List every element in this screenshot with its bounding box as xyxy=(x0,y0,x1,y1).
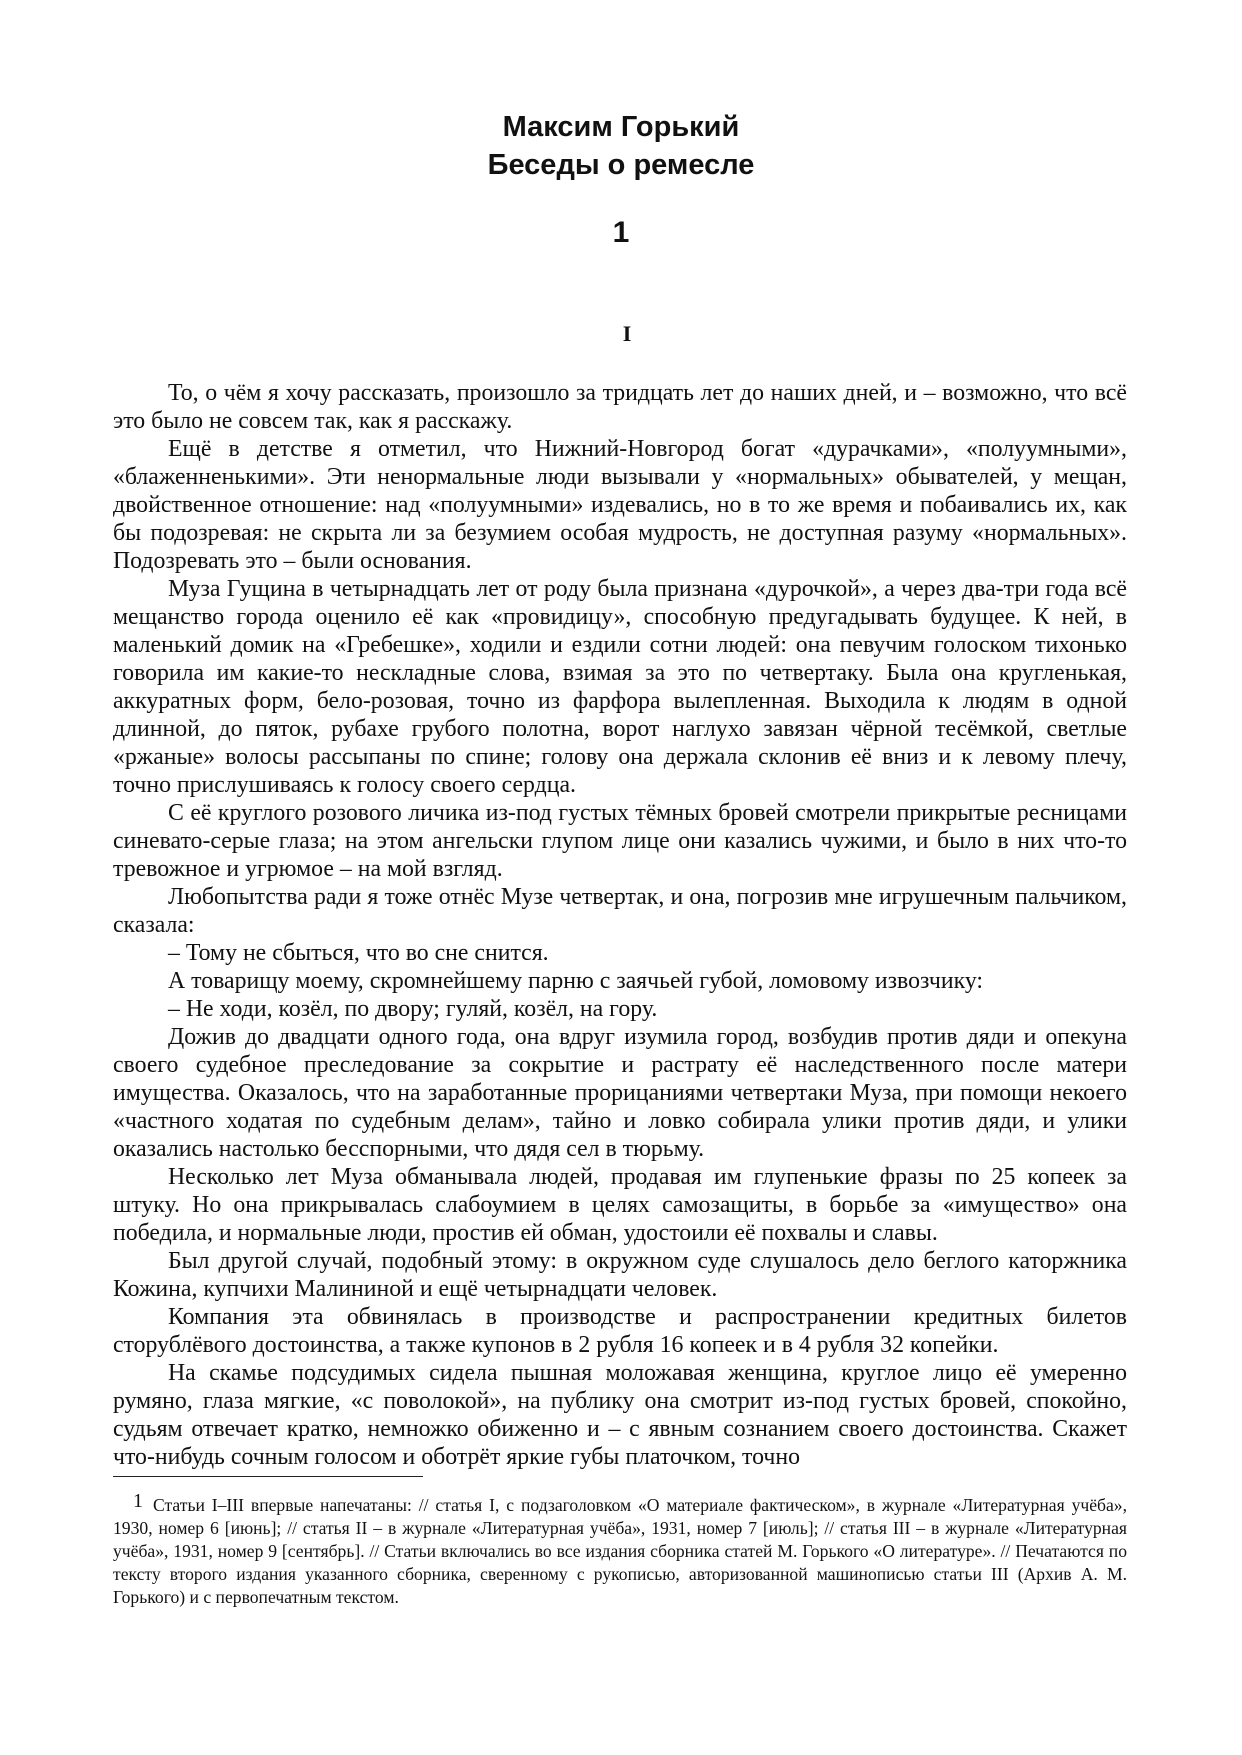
paragraph: Ещё в детстве я отметил, что Нижний-Новгород богат «дурачками», «полуумными», «блаженненькими». Эти ненормальные люди вызывали у «нормальных» обывателей, у мещан, двойственное отношение: над «полуумными» издевались, но в то же время и побаивались их, как бы подозревая: не скрыта ли за безумием особая мудрость, не доступная разуму «нормальных». Подозревать это – были основания. xyxy=(113,436,1127,574)
paragraph: С её круглого розового личика из-под густых тёмных бровей смотрели прикрытые ресницами синевато-серые глаза; на этом ангельски глупом лице они казались чужими, и было в них что-то тревожное и угрюмое – на мой взгляд. xyxy=(113,800,1127,882)
paragraph: Любопытства ради я тоже отнёс Музе четвертак, и она, погрозив мне игрушечным пальчиком, сказала: xyxy=(113,884,1127,938)
paragraph: Муза Гущина в четырнадцать лет от роду была признана «дурочкой», а через два-три года всё мещанство города оценило её как «провидицу», способную предугадывать будущее. К ней, в маленький домик на «Гребешке», ходили и ездили сотни людей: она певучим голоском тихонько говорила им какие-то нескладные слова, взимая за это по четвертаку. Была она кругленькая, аккуратных форм, бело-розовая, точно из фарфора вылепленная. Выходила к людям в одной длинной, до пяток, рубахе грубого полотна, ворот наглухо завязан чёрной тесёмкой, светлые «ржаные» волосы рассыпаны по спине; голову она держала склонив её вниз и к левому плечу, точно прислушиваясь к голосу своего сердца. xyxy=(113,576,1127,798)
paragraph: Дожив до двадцати одного года, она вдруг изумила город, возбудив против дяди и опекуна своего судебное преследование за сокрытие и растрату её наследственного после матери имущества. Оказалось, что на заработанные прорицаниями четвертаки Муза, при помощи некоего «частного ходатая по судебным делам», тайно и ловко собирала улики против дяди, и улики оказались настолько бесспорными, что дядя сел в тюрьму. xyxy=(113,1024,1127,1162)
author-name: Максим Горький xyxy=(502,111,740,143)
paragraph-dialogue: – Тому не сбыться, что во сне снится. xyxy=(168,940,549,966)
footnote-text: Статьи I–III впервые напечатаны: // статья I, с подзаголовком «О материале фактическом», в журнале «Литературная учёба», 1930, номер 6 [июнь]; // статья II – в журнале «Литературная учёба», 1931, номер 7 [июль]; // статья III – в журнале «Литературная учёба», 1931, номер 9 [сентябрь]. // Статьи включались во все издания сборника статей М. Горького «О литературе». // Печатаются по тексту второго издания указанного сборника, сверенному с рукописью, авторизованной машинописью статьи III (Архив А. М. Горького) и с первопечатным текстом. xyxy=(113,1495,1127,1607)
footnote-mark: 1 xyxy=(133,1490,143,1512)
paragraph: На скамье подсудимых сидела пышная моложавая женщина, круглое лицо её умеренно румяно, глаза мягкие, «с поволокой», на публику она смотрит из-под густых бровей, спокойно, судьям отвечает кратко, немножко обиженно и – с явным сознанием своего достоинства. Скажет что-нибудь сочным голосом и оботрёт яркие губы платочком, точно xyxy=(113,1360,1127,1470)
paragraph: Был другой случай, подобный этому: в окружном суде слушалось дело беглого каторжника Кожина, купчихи Малининой и ещё четырнадцати человек. xyxy=(113,1248,1127,1302)
work-title: Беседы о ремесле xyxy=(487,149,755,181)
footnote-separator xyxy=(113,1476,423,1477)
paragraph: А товарищу моему, скромнейшему парню с заячьей губой, ломовому извозчику: xyxy=(168,968,984,994)
paragraph: Несколько лет Муза обманывала людей, продавая им глупенькие фразы по 25 копеек за штуку. Но она прикрывалась слабоумием в целях самозащиты, в борьбе за «имущество» она победила, и нормальные люди, простив ей обман, удостоили её похвалы и славы. xyxy=(113,1164,1127,1246)
paragraph-dialogue: – Не ходи, козёл, по двору; гуляй, козёл, на гору. xyxy=(168,996,658,1022)
paragraph: Компания эта обвинялась в производстве и распространении кредитных билетов сторублёвого достоинства, а также купонов в 2 рубля 16 копеек и в 4 рубля 32 копейки. xyxy=(113,1304,1127,1358)
footnote xyxy=(113,1490,1127,1609)
section-numeral: I xyxy=(622,321,632,346)
chapter-number: 1 xyxy=(612,216,630,249)
body-text xyxy=(113,379,1127,1471)
title-block xyxy=(0,108,1242,184)
paragraph: То, о чём я хочу рассказать, произошло за тридцать лет до наших дней, и – возможно, что всё это было не совсем так, как я расскажу. xyxy=(113,380,1127,434)
